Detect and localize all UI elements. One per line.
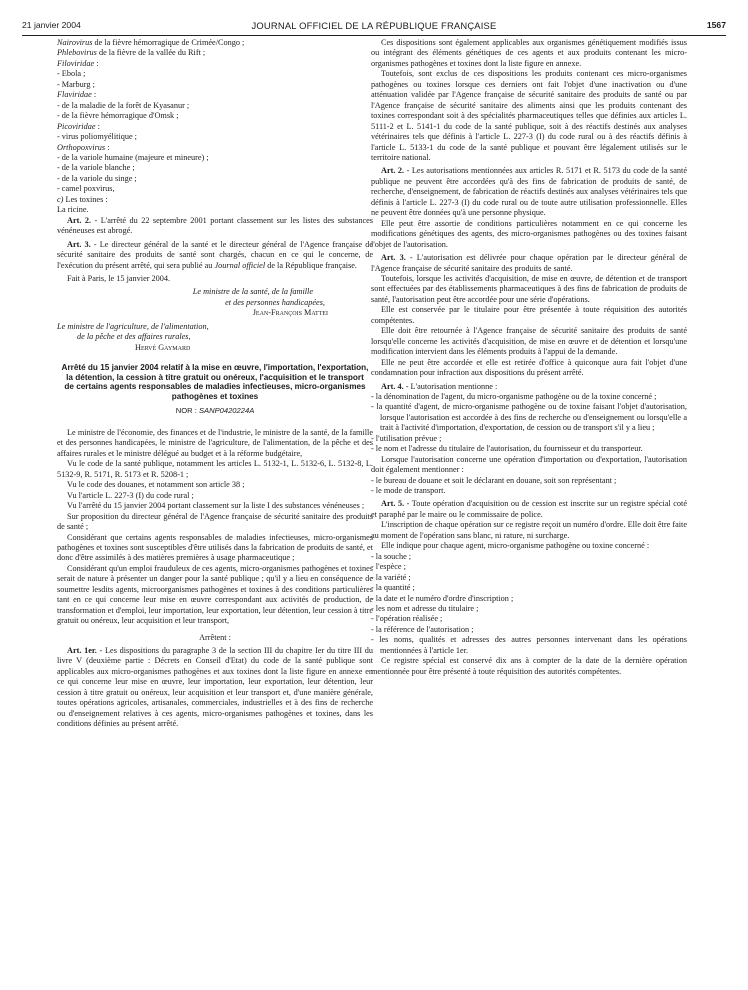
paragraph: Elle indique pour chaque agent, micro-organisme pathogène ou toxine concerné :: [381, 541, 650, 551]
customs-list: [371, 476, 687, 497]
list-item: - de la fièvre hémorragique d'Omsk ;: [57, 111, 179, 121]
preamble-paragraph: Considérant qu'un emploi frauduleux de ces agents, micro-organismes pathogènes et toxines serait de nature à présenter un danger pour la santé publique ; qu'il y a lieu en conséquence de soumettre lesdits agents, microorganismes pathogènes et toxines à des conditions particulières tant en ce qui concerne leur mise en œuvre correspondant aux activités de production, de transformation et d'emploi, leur importation, leur exportation, leur détention, leur cession à titre gratuit ou onéreux, leur acquisition et leur transport,: [57, 563, 373, 626]
list-item: Flaviridae :: [57, 90, 97, 100]
preamble-paragraph: Considérant que certains agents responsables de maladies infectieuses, micro-organismes pathogènes et toxines sont susceptibles d'être utilisés dans la fabrication de produits de santé, et donc d'être assimilés à des matières premières à usage pharmaceutique ;: [57, 532, 373, 563]
list-item: - la quantité d'agent, de micro-organisme pathogène ou de toxine faisant l'objet d'autorisation, lorsque l'autorisation est accordée à des fins de recherche ou d'enseignement ou lorsqu'elle a trait à l'activité d'importation, d'exportation, de cession ou de transport s'il y a lieu ;: [371, 402, 687, 433]
list-item: - Marburg ;: [57, 79, 95, 89]
list-item: - le bureau de douane et soit le déclarant en douane, soit son représentant ;: [371, 475, 617, 485]
list-item: - de la variole humaine (majeure et mineure) ;: [57, 152, 209, 162]
list-item: - le mode de transport.: [371, 486, 446, 496]
paragraph: Ces dispositions sont également applicables aux organismes génétiquement modifiés issus ou intégrant des éléments génétiques de ces agents et aux produits contenant les micro-organismes pathogènes et toxines dont la liste figure en annexe.: [371, 38, 687, 68]
paragraph: Toutefois, sont exclus de ces dispositions les produits contenant ces micro-organismes pathogènes ou toxines lorsque ces derniers ont fait l'objet d'une inactivation ou d'une atténuation validée par l'Agence française de sécurité sanitaire des produits de santé ou par l'Agence française de sécurité sanitaire des aliments ainsi que les produits contenant des toxines correspondant soit à des spécialités pharmaceutiques telles que définies aux articles L. 5111-2 et L. 5141-1 du code de la santé publique, soit à des réactifs destinés aux analyses vétérinaires tels que définis à l'article L. 227-3 (I) du code rural ou à des réactifs définis à l'article L. 5133-1 du code de la santé publique et pouvant être légalement utilisés sur le territoire national.: [371, 69, 687, 162]
nor-reference: NOR : SANP0420224A: [175, 405, 255, 415]
list-item: - de la variole du singe ;: [57, 173, 137, 183]
signatory-1-role: Le ministre de la santé, de la famille: [192, 287, 313, 297]
paragraph: Elle peut être assortie de conditions particulières notamment en ce qui concerne les modifications génétiques des agents, des micro-organismes pathogènes ou des toxines faisant l'objet de l'autorisation.: [371, 218, 687, 249]
list-item: Orthopoxvirus :: [57, 142, 110, 152]
paragraph: Toutefois, lorsque les activités d'acquisition, de mise en œuvre, de détention et de transport sont effectuées par des établissements pharmaceutiques à des fins de fabrication de produits de santé, l'autorisation peut être accordée pour une série d'opérations.: [371, 273, 687, 304]
preamble: [57, 428, 373, 627]
article-5-paragraph: Art. 5. - Toute opération d'acquisition ou de cession est inscrite sur un registre spécial coté et paraphé par le maire ou le commissaire de police.: [371, 499, 687, 519]
preamble-paragraph: Vu l'article L. 227-3 (I) du code rural ;: [67, 490, 194, 500]
preamble-paragraph: Vu le code de la santé publique, notamment les articles L. 5132-1, L. 5132-6, L. 5132-8, L. 5132-9, R. 5171, R. 5173 et R. 5208-1 ;: [57, 459, 373, 479]
paragraph: Elle ne peut être accordée et elle est retirée d'office à quiconque aura fait l'objet d'une condamnation pour infraction aux dispositions du présent arrêté.: [371, 357, 687, 378]
article-2-paragraph: Art. 2. - Les autorisations mentionnées aux articles R. 5171 et R. 5173 du code de la santé publique ne peuvent être accordées qu'à des fins de fabrication de produits de santé, de recherche, d'enseignement, de fabrication de réactifs destinés aux analyses vétérinaires tels que définis à l'article L. 227-3 (I) du code rural ou de toute autre utilisation professionnelle. Elles ne peuvent être données qu'à une personne physique.: [371, 166, 687, 218]
header-date: 21 janvier 2004: [22, 20, 81, 30]
list-item: - les noms, qualités et adresses des autres personnes intervenant dans les opérations mentionnées à l'article 1er.: [371, 635, 687, 655]
article-label: Art. 3.: [67, 239, 91, 249]
article-3-paragraph: Art. 3. - Le directeur général de la santé et le directeur général de l'Agence française de sécurité sanitaire des produits de santé sont chargés, chacun en ce qui le concerne, de l'exécution du présent arrêté, qui sera publié au Journal officiel de la République française.: [57, 239, 373, 270]
article-label: Art. 1er.: [67, 646, 97, 656]
page-header: [22, 20, 726, 34]
list-item: Filoviridae :: [57, 58, 99, 68]
article-label: Art. 2.: [67, 215, 92, 225]
list-item: La ricine.: [57, 205, 89, 215]
article-1-paragraph: Art. 1er. - Les dispositions du paragraphe 3 de la section III du chapitre Ier du titre III du livre V (deuxième partie : Décrets en Conseil d'Etat) du code de la santé publique sont applicables aux micro-organismes pathogènes et aux toxines dont la liste figure en annexe en ce qui concerne leur mise en œuvre, leur importation, leur exportation, leur détention, leur cession à titre gratuit ou onéreux, leur acquisition et leur transport et, d'une manière générale, toutes opérations agricoles, artisanales, commerciales, industrielles et à des fins de recherche ou d'enseignement relatives à ces agents, micro-organismes pathogènes et toxines, dans les conditions définies au présent arrêté.: [57, 646, 373, 729]
list-item: - la dénomination de l'agent, du micro-organisme pathogène ou de la toxine concerné ;: [371, 391, 657, 401]
preamble-paragraph: Le ministre de l'économie, des finances et de l'industrie, le ministre de la santé, de la famille et des personnes handicapées, le ministre de l'agriculture, de l'alimentation, de la pêche et des affaires rurales et le ministre délégué au budget et à la réforme budgétaire,: [57, 427, 373, 458]
article-2-paragraph: Art. 2. - L'arrêté du 22 septembre 2001 portant classement sur les listes des substances vénéneuses est abrogé.: [57, 215, 373, 236]
list-item: - la variété ;: [371, 572, 411, 582]
list-item: - l'opération réalisée ;: [371, 614, 443, 624]
list-item: - la date et le numéro d'ordre d'inscription ;: [371, 593, 514, 603]
list-item: - l'utilisation prévue ;: [371, 433, 442, 443]
list-item: - Ebola ;: [57, 69, 86, 79]
preamble-paragraph: Vu l'arrêté du 15 janvier 2004 portant classement sur la liste I des substances vénéneuses ;: [67, 501, 365, 511]
article-4-list: [371, 392, 687, 455]
decree-title: Arrêté du 15 janvier 2004 relatif à la mise en œuvre, l'importation, l'exportation, la détention, la cession à titre gratuit ou onéreux, l'acquisition et le transport de certains agents responsables de maladies infectieuses, micro-organismes pathogènes et toxines: [61, 363, 369, 401]
signatory-2-name: Hervé Gaymard: [135, 342, 191, 352]
paragraph: Lorsque l'autorisation concerne une opération d'importation ou d'exportation, l'autorisation doit également mentionner :: [371, 454, 687, 475]
article-4-paragraph: Art. 4. - L'autorisation mentionne :: [381, 381, 498, 391]
paragraph: Ce registre spécial est conservé dix ans à compter de la date de la dernière opération mentionnée pour être présenté à toute réquisition des autorités compétentes.: [371, 656, 687, 676]
arretent-heading: Arrêtent :: [199, 632, 231, 642]
left-column: [57, 38, 373, 730]
list-item: - la quantité ;: [371, 583, 415, 593]
preamble-paragraph: Vu le code des douanes, et notamment son article 38 ;: [67, 480, 245, 490]
article-3-paragraph: Art. 3. - L'autorisation est délivrée pour chaque opération par le directeur général de l'Agence française de sécurité sanitaire des produits de santé.: [371, 253, 687, 273]
list-item: Picoviridae :: [57, 121, 100, 131]
register-fields-list: [371, 552, 687, 657]
list-item: - l'espèce ;: [371, 562, 406, 572]
list-item: - de la variole blanche ;: [57, 163, 135, 173]
right-column: [371, 38, 687, 677]
list-item: - virus poliomyélitique ;: [57, 132, 137, 142]
list-item: - le nom et l'adresse du titulaire de l'autorisation, du fournisseur et du transporteur.: [371, 444, 643, 454]
list-item: - la référence de l'autorisation ;: [371, 624, 474, 634]
signatory-2-role-cont: de la pêche et des affaires rurales,: [77, 332, 191, 342]
paragraph: Elle est conservée par le titulaire pour être présentée à toute réquisition des autorités compétentes.: [371, 305, 687, 325]
list-item: - les nom et adresse du titulaire ;: [371, 604, 479, 614]
signatory-1-name: Jean-François Mattei: [252, 308, 328, 318]
signatory-1-role-cont: et des personnes handicapées,: [225, 297, 325, 307]
header-rule: [22, 35, 726, 36]
paragraph: L'inscription de chaque opération sur ce registre reçoit un numéro d'ordre. Elle doit être faite au moment de l'opération sans blanc, ni rature, ni surcharge.: [371, 520, 687, 540]
header-page-number: 1567: [706, 20, 726, 30]
preamble-paragraph: Sur proposition du directeur général de l'Agence française de sécurité sanitaire des produits de santé ;: [57, 511, 373, 532]
signing-place-date: Fait à Paris, le 15 janvier 2004.: [67, 273, 171, 283]
header-journal-title: JOURNAL OFFICIEL DE LA RÉPUBLIQUE FRANÇAISE: [251, 20, 497, 31]
list-item: Phlebovirus de la fièvre de la vallée du Rift ;: [57, 48, 206, 58]
list-item: Nairovirus de la fièvre hémorragique de Crimée/Congo ;: [57, 38, 245, 47]
annex-list: [57, 38, 373, 216]
list-item: - camel poxvirus,: [57, 184, 115, 194]
paragraph: Elle doit être retournée à l'Agence française de sécurité sanitaire des produits de santé lorsqu'elle concerne les activités d'acquisition, de mise en œuvre et de détention et lorsqu'une modification intervient dans les éléments produits à l'appui de la demande.: [371, 326, 687, 357]
list-item: c) Les toxines :: [57, 194, 108, 204]
signatory-2-role: Le ministre de l'agriculture, de l'alimentation,: [57, 321, 209, 331]
list-item: - de la maladie de la forêt de Kyasanur ;: [57, 100, 190, 110]
list-item: - la souche ;: [371, 551, 412, 561]
